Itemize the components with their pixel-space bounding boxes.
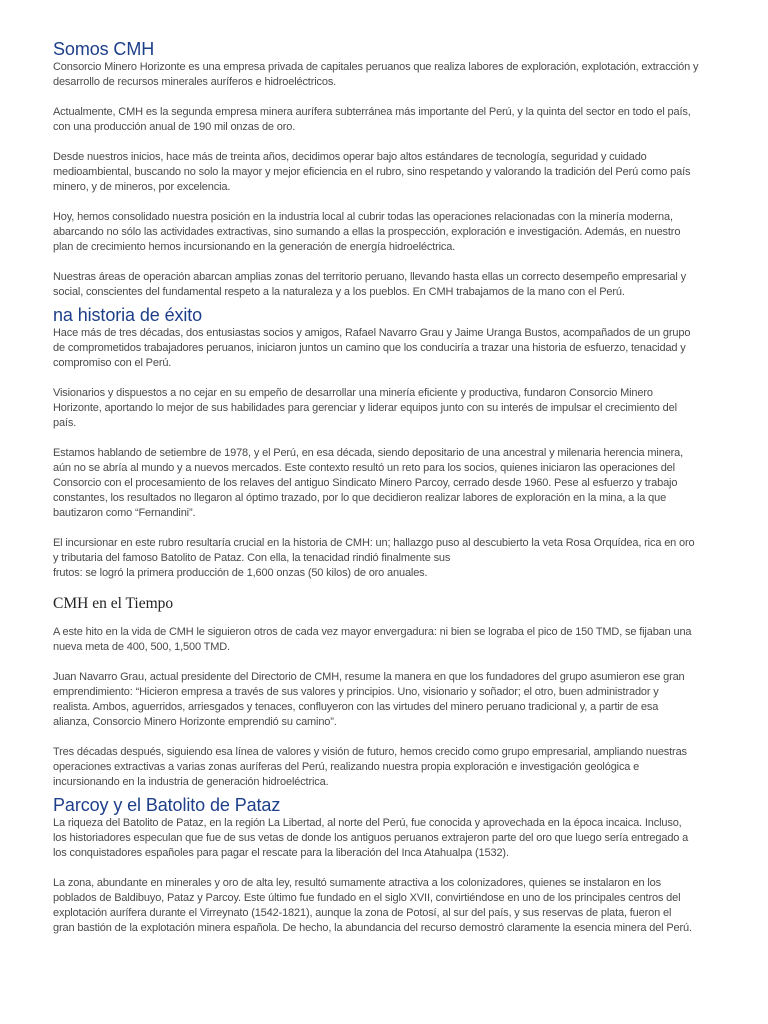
section-tiempo bbox=[53, 625, 733, 790]
text-line: plan de crecimiento hemos incursionando en la generación de energía hidroeléctrica. bbox=[53, 241, 456, 253]
text-line: desarrollo de recursos minerales auríferos e hidroeléctricos. bbox=[53, 76, 337, 88]
text-line: Juan Navarro Grau, actual presidente del Directorio de CMH, resume la manera en que los fundadores del grupo asumieron ese gran bbox=[53, 671, 685, 683]
paragraph bbox=[53, 816, 733, 861]
text-line: Consorcio Minero Horizonte es una empresa privada de capitales peruanos que realiza labores de exploración, explotación, extracción y bbox=[53, 61, 699, 73]
text-line: alianza, Consorcio Minero Horizonte emprendió su camino”. bbox=[53, 716, 337, 728]
paragraph bbox=[53, 670, 733, 730]
text-line: bautizaron como “Fernandini”. bbox=[53, 507, 196, 519]
text-line: compromiso con el Perú. bbox=[53, 357, 172, 369]
paragraph bbox=[53, 60, 733, 90]
text-line: abarcando no sólo las actividades extractivas, sino sumando a ellas la prospección, exploración e investigación. Además, en nuestro bbox=[53, 226, 681, 238]
text-line: de comprometidos trabajadores peruanos, iniciaron juntos un camino que los conduciría a trazar una historia de esfuerzo, tenacidad y bbox=[53, 342, 686, 354]
paragraph bbox=[53, 210, 733, 255]
heading-historia-de-exito: na historia de éxito bbox=[53, 305, 203, 325]
text-line: El incursionar en este rubro resultaría crucial en la historia de CMH: un; hallazgo puso al descubierto la veta Rosa Orquídea, rica en oro bbox=[53, 537, 695, 549]
text-line: Hace más de tres décadas, dos entusiastas socios y amigos, Rafael Navarro Grau y Jaime Uranga Bustos, acompañados de un grupo bbox=[53, 327, 691, 339]
text-line: Consorcio con el procesamiento de los relaves del antiguo Sindicato Minero Parcoy, cerrado desde 1960. Pese al esfuerzo y trabajo bbox=[53, 477, 678, 489]
heading-parcoy-batolito: Parcoy y el Batolito de Pataz bbox=[53, 795, 281, 815]
text-line: Tres décadas después, siguiendo esa línea de valores y visión de futuro, hemos crecido como grupo empresarial, ampliando nuestras bbox=[53, 746, 687, 758]
paragraph bbox=[53, 326, 733, 371]
text-line: realista. Ambos, aguerridos, arriesgados y tenaces, confluyeron con las virtudes del minero peruano tradicional y, a partir de esa bbox=[53, 701, 659, 713]
paragraph bbox=[53, 270, 733, 300]
text-line: Horizonte, aportando lo mejor de sus habilidades para gerenciar y liderar equipos junto con su interés de impulsar el crecimiento del bbox=[53, 402, 677, 414]
text-line: poblados de Baldibuyo, Pataz y Parcoy. Este último fue fundado en el siglo XVII, convirtiéndose en uno de los principales centros del bbox=[53, 892, 681, 904]
text-line: Actualmente, CMH es la segunda empresa minera aurífera subterránea más importante del Perú, y la quinta del sector en todo el país, bbox=[53, 106, 691, 118]
text-line: Nuestras áreas de operación abarcan amplias zonas del territorio peruano, llevando hasta ellas un correcto desempeño empresarial y bbox=[53, 271, 686, 283]
text-line: gran bastión de la explotación minera española. De hecho, la abundancia del recurso demostró claramente la esencia minera del Perú. bbox=[53, 922, 692, 934]
text-line: social, conscientes del fundamental respeto a la naturaleza y a los pueblos. En CMH trabajamos de la mano con el Perú. bbox=[53, 286, 625, 298]
text-line: explotación aurífera durante el Virreynato (1542-1821), aunque la zona de Potosí, al sur del país, y sus reservas de plata, fueron el bbox=[53, 907, 672, 919]
paragraph bbox=[53, 876, 733, 936]
text-line: los historiadores especulan que fue de sus vetas de donde los antiguos peruanos extrajeron parte del oro que luego sería entregado a bbox=[53, 832, 689, 844]
text-line: incursionando en la industria de generación hidroeléctrica. bbox=[53, 776, 329, 788]
text-line: La zona, abundante en minerales y oro de alta ley, resultó sumamente atractiva a los colonizadores, quienes se instalaron en los bbox=[53, 877, 661, 889]
text-line: aún no se abría al mundo y a nuevos mercados. Este contexto resultó un reto para los socios, quienes iniciaron las operaciones del bbox=[53, 462, 675, 474]
text-line: La riqueza del Batolito de Pataz, en la región La Libertad, al norte del Perú, fue conocida y aprovechada en la época incaica. Incluso, bbox=[53, 817, 682, 829]
paragraph bbox=[53, 625, 733, 655]
heading-cmh-en-el-tiempo: CMH en el Tiempo bbox=[53, 595, 174, 612]
section-somos-cmh bbox=[53, 60, 733, 300]
text-line: medioambiental, buscando no solo la mayor y mejor eficiencia en el rubro, sino respetando y valorando la tradición del Perú como país bbox=[53, 166, 691, 178]
paragraph bbox=[53, 105, 733, 135]
text-line: Hoy, hemos consolidado nuestra posición en la industria local al cubrir todas las operaciones relacionadas con la minería moderna, bbox=[53, 211, 673, 223]
text-line: con una producción anual de 190 mil onzas de oro. bbox=[53, 121, 296, 133]
text-line: Desde nuestros inicios, hace más de treinta años, decidimos operar bajo altos estándares de tecnología, seguridad y cuidado bbox=[53, 151, 647, 163]
paragraph bbox=[53, 386, 733, 431]
paragraph bbox=[53, 536, 733, 581]
paragraph bbox=[53, 745, 733, 790]
text-line: los conquistadores españoles para pagar el rescate para la liberación del Inca Atahualpa (1532). bbox=[53, 847, 509, 859]
text-line: constantes, los resultados no llegaron al óptimo trazado, por lo que decidieron realizar labores de exploración en la mina, a la que bbox=[53, 492, 667, 504]
text-line: emprendimiento: “Hicieron empresa a través de sus valores y principios. Uno, visionario y soñador; el otro, buen administrador y bbox=[53, 686, 659, 698]
section-parcoy bbox=[53, 816, 733, 936]
text-line: nueva meta de 400, 500, 1,500 TMD. bbox=[53, 641, 230, 653]
text-line: frutos: se logró la primera producción de 1,600 onzas (50 kilos) de oro anuales. bbox=[53, 567, 428, 579]
text-line: y tributaria del famoso Batolito de Pataz. Con ella, la tenacidad rindió finalmente sus bbox=[53, 552, 451, 564]
heading-somos-cmh: Somos CMH bbox=[53, 39, 155, 59]
paragraph bbox=[53, 150, 733, 195]
text-line: operaciones extractivas a varias zonas auríferas del Perú, realizando nuestra propia exploración e investigación geológica e bbox=[53, 761, 640, 773]
section-historia bbox=[53, 326, 733, 581]
document-body bbox=[53, 38, 733, 936]
text-line: minero, y de mineros, por excelencia. bbox=[53, 181, 231, 193]
text-line: Estamos hablando de setiembre de 1978, y el Perú, en esa década, siendo depositario de una ancestral y milenaria herencia minera, bbox=[53, 447, 684, 459]
text-line: país. bbox=[53, 417, 77, 429]
text-line: Visionarios y dispuestos a no cejar en su empeño de desarrollar una minería eficiente y productiva, fundaron Consorcio Minero bbox=[53, 387, 653, 399]
text-line: A este hito en la vida de CMH le siguieron otros de cada vez mayor envergadura: ni bien se lograba el pico de 150 TMD, se fijaban una bbox=[53, 626, 692, 638]
paragraph bbox=[53, 446, 733, 521]
